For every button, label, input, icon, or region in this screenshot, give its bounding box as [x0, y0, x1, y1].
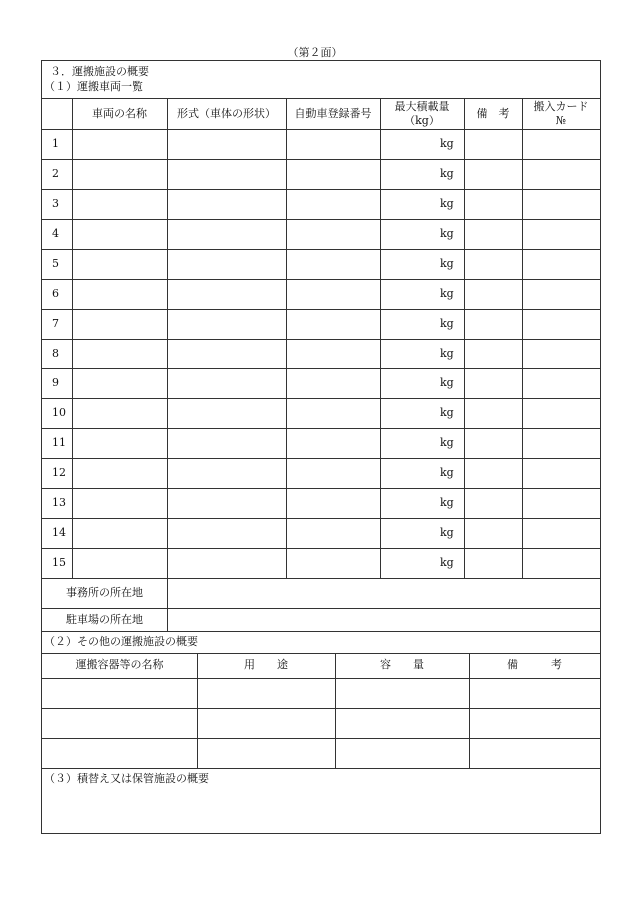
- header-use: 用 途: [244, 658, 288, 671]
- registration-cell[interactable]: [287, 429, 380, 458]
- transfer-storage-field[interactable]: [44, 791, 598, 831]
- header-delivery-card: 搬入カード: [533, 100, 589, 113]
- header-registration-number: 自動車登録番号: [294, 107, 372, 120]
- vehicle-name-cell[interactable]: [73, 549, 167, 578]
- unit-kg: kg: [440, 376, 454, 390]
- registration-cell[interactable]: [287, 489, 380, 518]
- row-divider: [42, 249, 600, 250]
- vehicle-name-cell[interactable]: [73, 519, 167, 548]
- header-notes-2: 備 考: [507, 658, 562, 671]
- row-number: 12: [52, 466, 66, 480]
- notes-cell[interactable]: [465, 250, 522, 279]
- card-no-cell[interactable]: [523, 399, 600, 428]
- unit-kg: kg: [440, 137, 454, 150]
- row-divider: [42, 518, 600, 519]
- row-divider: [42, 488, 600, 489]
- row-divider: [42, 159, 600, 160]
- header-max-capacity: 最大積載量: [394, 100, 450, 113]
- notes-cell[interactable]: [465, 549, 522, 578]
- row-number: 1: [52, 137, 59, 150]
- notes-cell[interactable]: [465, 220, 522, 249]
- registration-cell[interactable]: [287, 130, 380, 159]
- card-no-cell[interactable]: [523, 369, 600, 398]
- registration-cell[interactable]: [287, 549, 380, 578]
- card-no-cell[interactable]: [523, 160, 600, 189]
- vehicle-name-cell[interactable]: [73, 250, 167, 279]
- unit-kg: kg: [440, 346, 454, 360]
- card-no-cell[interactable]: [523, 489, 600, 518]
- registration-cell[interactable]: [287, 190, 380, 219]
- vehicle-form-cell[interactable]: [168, 190, 286, 219]
- row-number: 7: [52, 316, 59, 330]
- card-no-cell[interactable]: [523, 130, 600, 159]
- row-divider: [42, 279, 600, 280]
- header-vehicle-form: 形式（車体の形状）: [177, 107, 276, 120]
- row-number: 8: [52, 346, 59, 360]
- vehicle-name-cell[interactable]: [73, 280, 167, 309]
- row-divider: [42, 219, 600, 220]
- notes-cell[interactable]: [465, 310, 522, 339]
- vehicle-form-cell[interactable]: [168, 369, 286, 398]
- registration-cell[interactable]: [287, 160, 380, 189]
- card-no-cell[interactable]: [523, 190, 600, 219]
- row-number: 3: [52, 196, 59, 210]
- parking-location-field[interactable]: [168, 609, 600, 631]
- unit-kg: kg: [440, 316, 454, 330]
- registration-cell[interactable]: [287, 220, 380, 249]
- vehicle-name-cell[interactable]: [73, 399, 167, 428]
- row-number: 9: [52, 376, 59, 390]
- card-no-cell[interactable]: [523, 280, 600, 309]
- row-number: 5: [52, 256, 59, 270]
- registration-cell[interactable]: [287, 399, 380, 428]
- unit-kg: kg: [440, 226, 454, 240]
- vehicle-form-cell[interactable]: [168, 340, 286, 369]
- row-number: 11: [52, 436, 66, 450]
- section-title: ３．運搬施設の概要: [50, 65, 149, 78]
- notes-cell[interactable]: [465, 130, 522, 159]
- vehicle-form-cell[interactable]: [168, 549, 286, 578]
- unit-kg: kg: [440, 556, 454, 570]
- row-divider: [42, 368, 600, 369]
- header-vehicle-name: 車両の名称: [92, 107, 147, 120]
- unit-kg: kg: [440, 496, 454, 510]
- row-divider: [42, 548, 600, 549]
- vehicle-form-cell[interactable]: [168, 280, 286, 309]
- header-delivery-card-no: №: [555, 114, 567, 127]
- registration-cell[interactable]: [287, 310, 380, 339]
- vehicle-form-cell[interactable]: [168, 250, 286, 279]
- notes-cell[interactable]: [465, 429, 522, 458]
- header-max-capacity-unit: （kg）: [404, 114, 440, 127]
- unit-kg: kg: [440, 286, 454, 300]
- row-divider: [42, 189, 600, 190]
- header-volume: 容 量: [380, 658, 424, 671]
- vehicle-form-cell[interactable]: [168, 130, 286, 159]
- subsection-1-title: （１）運搬車両一覧: [44, 80, 143, 93]
- unit-kg: kg: [440, 166, 454, 180]
- vehicle-name-cell[interactable]: [73, 160, 167, 189]
- notes-cell[interactable]: [465, 459, 522, 488]
- notes-cell[interactable]: [465, 190, 522, 219]
- notes-cell[interactable]: [465, 519, 522, 548]
- office-location-label: 事務所の所在地: [66, 586, 143, 599]
- subsection-3-title: （３）積替え又は保管施設の概要: [44, 772, 209, 785]
- notes-cell[interactable]: [465, 489, 522, 518]
- office-location-field[interactable]: [168, 579, 600, 608]
- card-no-cell[interactable]: [523, 310, 600, 339]
- vehicle-name-cell[interactable]: [73, 190, 167, 219]
- row-divider: [42, 398, 600, 399]
- card-no-cell[interactable]: [523, 459, 600, 488]
- vehicle-form-cell[interactable]: [168, 310, 286, 339]
- vehicle-name-cell[interactable]: [73, 130, 167, 159]
- card-no-cell[interactable]: [523, 549, 600, 578]
- vehicle-form-cell[interactable]: [168, 160, 286, 189]
- vehicle-name-cell[interactable]: [73, 220, 167, 249]
- header-container-name: 運搬容器等の名称: [75, 658, 164, 671]
- row-number: 15: [52, 556, 66, 570]
- card-no-cell[interactable]: [523, 250, 600, 279]
- vehicle-name-cell[interactable]: [73, 459, 167, 488]
- registration-cell[interactable]: [287, 340, 380, 369]
- vehicle-name-cell[interactable]: [73, 310, 167, 339]
- vehicle-form-cell[interactable]: [168, 429, 286, 458]
- vehicle-name-cell[interactable]: [73, 429, 167, 458]
- registration-cell[interactable]: [287, 280, 380, 309]
- row-number: 14: [52, 526, 66, 540]
- row-divider: [42, 428, 600, 429]
- unit-kg: kg: [440, 406, 454, 420]
- row-number: 13: [52, 496, 66, 510]
- notes-cell[interactable]: [465, 340, 522, 369]
- row-divider: [42, 309, 600, 310]
- form-frame: [41, 60, 601, 834]
- header-notes: 備 考: [476, 107, 510, 120]
- vehicle-name-cell[interactable]: [73, 369, 167, 398]
- notes-cell[interactable]: [465, 369, 522, 398]
- notes-cell[interactable]: [465, 280, 522, 309]
- unit-kg: kg: [440, 256, 454, 270]
- card-no-cell[interactable]: [523, 429, 600, 458]
- vehicle-name-cell[interactable]: [73, 489, 167, 518]
- row-number: 4: [52, 226, 59, 240]
- subsection-2-title: （２）その他の運搬施設の概要: [44, 635, 198, 648]
- parking-location-label: 駐車場の所在地: [66, 613, 143, 626]
- vehicle-form-cell[interactable]: [168, 459, 286, 488]
- row-divider: [42, 458, 600, 459]
- row-divider: [42, 339, 600, 340]
- unit-kg: kg: [440, 436, 454, 450]
- unit-kg: kg: [440, 196, 454, 210]
- card-no-cell[interactable]: [523, 340, 600, 369]
- registration-cell[interactable]: [287, 519, 380, 548]
- registration-cell[interactable]: [287, 369, 380, 398]
- row-number: 10: [52, 406, 66, 420]
- row-number: 2: [52, 166, 59, 180]
- vehicle-name-cell[interactable]: [73, 340, 167, 369]
- row-number: 6: [52, 286, 59, 300]
- page-label: （第２面）: [287, 46, 343, 59]
- notes-cell[interactable]: [465, 160, 522, 189]
- unit-kg: kg: [440, 466, 454, 480]
- registration-cell[interactable]: [287, 459, 380, 488]
- unit-kg: kg: [440, 526, 454, 540]
- card-no-cell[interactable]: [523, 519, 600, 548]
- card-no-cell[interactable]: [523, 220, 600, 249]
- vehicle-form-cell[interactable]: [168, 399, 286, 428]
- vehicle-form-cell[interactable]: [168, 220, 286, 249]
- registration-cell[interactable]: [287, 250, 380, 279]
- notes-cell[interactable]: [465, 399, 522, 428]
- vehicle-form-cell[interactable]: [168, 489, 286, 518]
- vehicle-form-cell[interactable]: [168, 519, 286, 548]
